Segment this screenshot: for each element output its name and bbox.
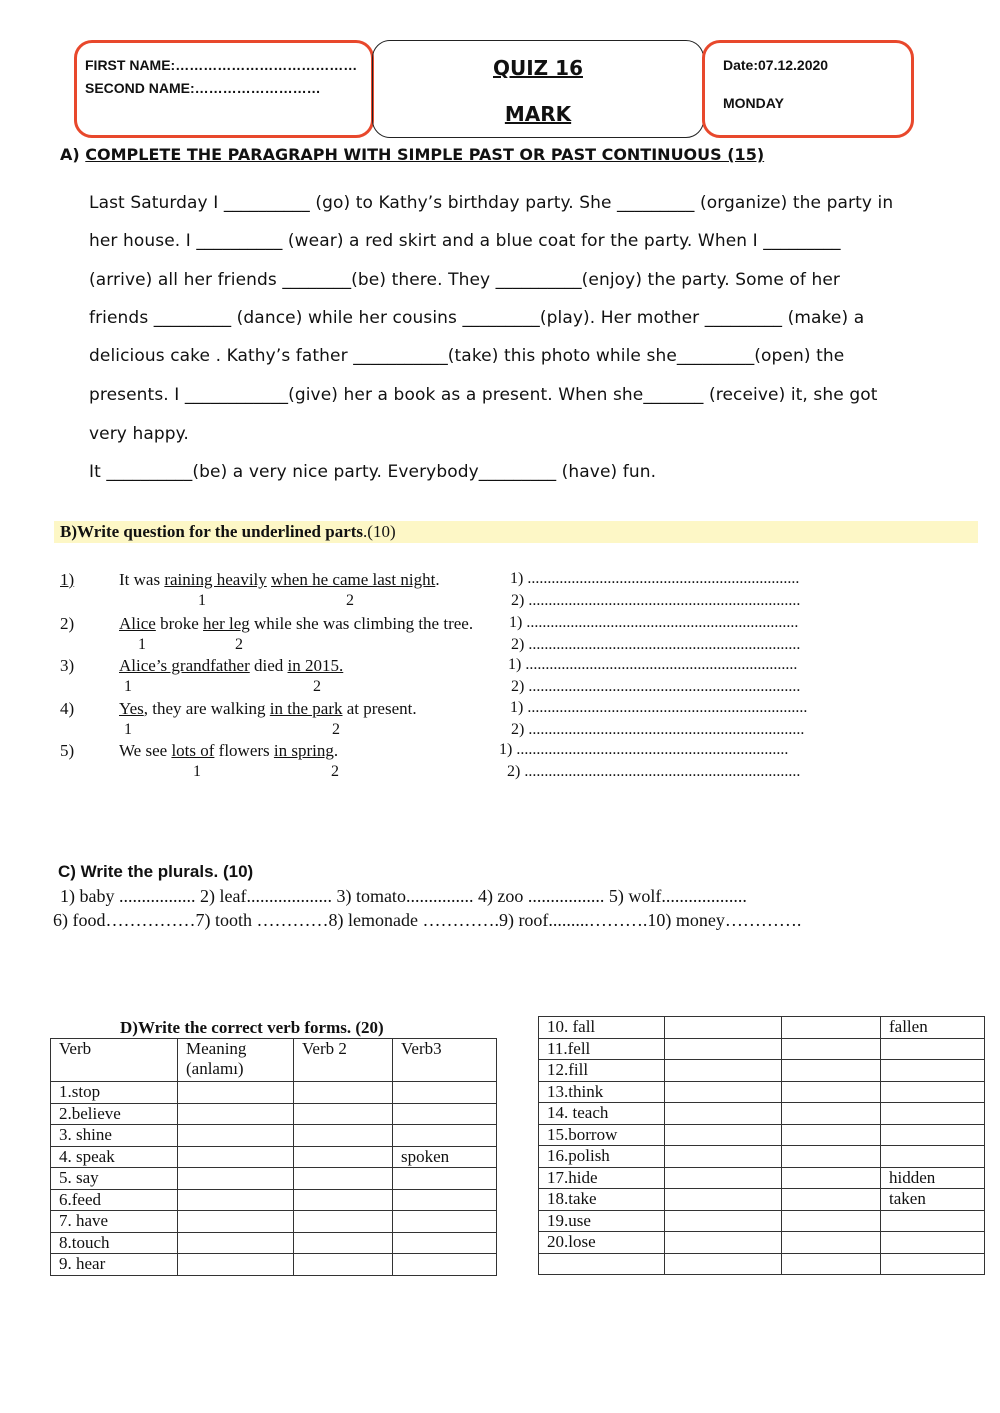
answer-cell[interactable] — [178, 1211, 294, 1233]
answer-line-2[interactable]: 2) ..................................................................... — [507, 763, 801, 780]
underlined-part-1: Yes — [119, 699, 144, 718]
answer-cell[interactable] — [393, 1168, 497, 1190]
answer-cell[interactable] — [881, 1060, 985, 1082]
answer-cell[interactable] — [881, 1038, 985, 1060]
sentence-part: at present. — [342, 699, 417, 718]
question-number: 2) — [60, 614, 75, 633]
answer-cell[interactable] — [782, 1060, 881, 1082]
table-row — [51, 1082, 497, 1104]
section-b-points: .(10) — [363, 522, 396, 541]
underlined-part-2: when he came last night — [271, 570, 436, 589]
part-index: 1 — [198, 592, 206, 609]
question-number: 3) — [60, 656, 75, 675]
answer-cell[interactable] — [294, 1125, 393, 1147]
table-row — [539, 1081, 985, 1103]
table-header-cell: Verb 2 — [294, 1039, 393, 1082]
answer-cell[interactable] — [782, 1189, 881, 1211]
section-a-heading: COMPLETE THE PARAGRAPH WITH SIMPLE PAST OR PAST CONTINUOUS (15) — [85, 145, 765, 164]
verb-cell: 19.use — [539, 1210, 665, 1232]
answer-line-1[interactable]: 1) .................................................................... — [499, 741, 789, 758]
section-b-title — [60, 522, 396, 542]
answer-cell[interactable] — [393, 1103, 497, 1125]
answer-cell[interactable] — [294, 1211, 393, 1233]
part-index: 2 — [331, 763, 339, 780]
sentence-part: died — [249, 656, 288, 675]
answer-cell[interactable] — [782, 1210, 881, 1232]
plurals-line-1: 1) baby ................. 2) leaf................... 3) tomato............... 4) zoo ................. 5) wolf................... — [60, 886, 747, 906]
answer-cell[interactable] — [294, 1189, 393, 1211]
table-row — [51, 1211, 497, 1233]
answer-cell[interactable] — [782, 1167, 881, 1189]
answer-cell[interactable] — [294, 1146, 393, 1168]
question-number: 5) — [60, 741, 75, 760]
answer-cell[interactable]: fallen — [881, 1017, 985, 1039]
answer-cell[interactable]: spoken — [393, 1146, 497, 1168]
question-number: 4) — [60, 699, 75, 718]
plurals-line-2: 6) food……………7) tooth …………8) lemonade ………….9) roof.........……….10) money…………. — [53, 910, 802, 930]
part-index: 2 — [346, 592, 354, 609]
underlined-part-2: in 2015. — [287, 656, 344, 675]
verb-cell: 9. hear — [51, 1254, 178, 1276]
answer-cell[interactable]: hidden — [881, 1167, 985, 1189]
answer-line-2[interactable]: 2) .................................................................... — [511, 592, 801, 609]
part-index: 1 — [124, 721, 132, 738]
answer-line-2[interactable]: 2) .................................................................... — [511, 636, 801, 653]
verb-cell: 15.borrow — [539, 1124, 665, 1146]
verb-cell: 2.believe — [51, 1103, 178, 1125]
table-row — [51, 1103, 497, 1125]
verb-cell: 20.lose — [539, 1232, 665, 1254]
part-index: 2 — [313, 678, 321, 695]
verb-table-left — [50, 1038, 497, 1276]
answer-cell[interactable] — [665, 1232, 782, 1254]
verb-cell: 13.think — [539, 1081, 665, 1103]
section-a-letter: A) — [60, 145, 80, 164]
answer-cell[interactable] — [294, 1103, 393, 1125]
table-row — [539, 1189, 985, 1211]
answer-cell[interactable] — [881, 1210, 985, 1232]
answer-cell[interactable] — [178, 1189, 294, 1211]
name-box — [74, 40, 374, 138]
verb-cell: 11.fell — [539, 1038, 665, 1060]
second-name-field[interactable]: SECOND NAME:……………………… — [85, 80, 321, 96]
verb-cell: 7. have — [51, 1211, 178, 1233]
verb-cell: 10. fall — [539, 1017, 665, 1039]
answer-cell[interactable] — [393, 1189, 497, 1211]
table-row — [51, 1146, 497, 1168]
answer-cell[interactable] — [294, 1254, 393, 1276]
table-row — [539, 1210, 985, 1232]
paragraph-line: It __________(be) a very nice party. Everybody_________ (have) fun. — [89, 462, 657, 482]
verb-cell: 4. speak — [51, 1146, 178, 1168]
verb-table-right — [538, 1016, 985, 1275]
sentence-part: broke — [155, 614, 204, 633]
paragraph-line: delicious cake . Kathy’s father ___________(take) this photo while she_________(open) the — [89, 346, 845, 366]
answer-cell[interactable] — [178, 1103, 294, 1125]
answer-cell[interactable] — [665, 1146, 782, 1168]
answer-cell[interactable] — [782, 1081, 881, 1103]
sentence-part: while she was climbing the tree. — [249, 614, 474, 633]
sentence-part: . — [333, 741, 339, 760]
answer-cell[interactable] — [665, 1253, 782, 1275]
table-row — [539, 1038, 985, 1060]
answer-cell[interactable] — [393, 1232, 497, 1254]
question-sentence — [119, 741, 338, 761]
answer-cell[interactable] — [782, 1017, 881, 1039]
table-header-row — [51, 1039, 497, 1082]
answer-cell[interactable] — [178, 1232, 294, 1254]
part-index: 2 — [332, 721, 340, 738]
quiz-box — [372, 40, 704, 138]
answer-cell[interactable] — [881, 1232, 985, 1254]
answer-cell[interactable]: taken — [881, 1189, 985, 1211]
underlined-part-1: lots of — [171, 741, 215, 760]
part-index: 2 — [235, 636, 243, 653]
underlined-part-2: her leg — [203, 614, 250, 633]
paragraph-line: Last Saturday I __________ (go) to Kathy’s birthday party. She _________ (organize) the party in — [89, 193, 894, 213]
sentence-part: We see — [119, 741, 172, 760]
paragraph-line: (arrive) all her friends ________(be) there. They __________(enjoy) the party. Some of her — [89, 270, 840, 290]
answer-cell[interactable] — [665, 1189, 782, 1211]
section-d-title: D)Write the correct verb forms. (20) — [120, 1018, 384, 1037]
answer-cell[interactable] — [782, 1253, 881, 1275]
answer-cell[interactable] — [665, 1103, 782, 1125]
date-text: Date:07.12.2020 — [723, 57, 829, 73]
answer-cell[interactable] — [881, 1146, 985, 1168]
verb-cell: 18.take — [539, 1189, 665, 1211]
answer-line-1[interactable]: 1) .................................................................... — [510, 570, 800, 587]
answer-cell[interactable] — [782, 1038, 881, 1060]
verb-cell: 3. shine — [51, 1125, 178, 1147]
sentence-part: . — [435, 570, 440, 589]
section-a-title — [60, 145, 764, 164]
verb-cell: 8.touch — [51, 1232, 178, 1254]
question-number: 1) — [60, 570, 75, 589]
part-index: 1 — [193, 763, 201, 780]
first-name-field[interactable]: FIRST NAME:………………………………… — [85, 57, 358, 73]
answer-line-1[interactable]: 1) .................................................................... — [508, 656, 798, 673]
sentence-part: , they are walking — [143, 699, 270, 718]
table-row — [539, 1103, 985, 1125]
underlined-part-2: in spring — [273, 741, 334, 760]
answer-line-2[interactable]: 2) ..................................................................... — [511, 721, 805, 738]
underlined-part-1: Alice’s grandfather — [119, 656, 250, 675]
sentence-part: It was — [119, 570, 165, 589]
answer-cell[interactable] — [393, 1211, 497, 1233]
part-index: 1 — [124, 678, 132, 695]
paragraph-line: her house. I __________ (wear) a red skirt and a blue coat for the party. When I _________ — [89, 231, 841, 251]
answer-cell[interactable] — [782, 1146, 881, 1168]
table-row — [539, 1017, 985, 1039]
verb-cell: 17.hide — [539, 1167, 665, 1189]
quiz-title: QUIZ 16 — [493, 56, 583, 80]
answer-cell[interactable] — [178, 1146, 294, 1168]
verb-cell: 6.feed — [51, 1189, 178, 1211]
table-row — [539, 1124, 985, 1146]
answer-cell[interactable] — [393, 1125, 497, 1147]
answer-cell[interactable] — [665, 1060, 782, 1082]
table-row — [539, 1167, 985, 1189]
mark-label: MARK — [504, 102, 572, 126]
table-header-cell: Verb3 — [393, 1039, 497, 1082]
answer-cell[interactable] — [881, 1081, 985, 1103]
answer-cell[interactable] — [294, 1232, 393, 1254]
answer-cell[interactable] — [665, 1210, 782, 1232]
table-header-cell: Verb — [51, 1039, 178, 1082]
question-sentence — [119, 614, 473, 634]
answer-cell[interactable] — [782, 1232, 881, 1254]
table-row — [539, 1146, 985, 1168]
answer-cell[interactable] — [665, 1038, 782, 1060]
answer-cell[interactable] — [881, 1253, 985, 1275]
underlined-part-1: Alice — [119, 614, 156, 633]
section-b-heading: B)Write question for the underlined parts — [60, 522, 364, 541]
question-sentence — [119, 656, 343, 676]
answer-cell[interactable] — [178, 1168, 294, 1190]
answer-cell[interactable] — [393, 1082, 497, 1104]
table-row — [539, 1060, 985, 1082]
answer-cell[interactable] — [665, 1124, 782, 1146]
table-row — [51, 1168, 497, 1190]
question-sentence — [119, 699, 417, 719]
answer-line-2[interactable]: 2) .................................................................... — [511, 678, 801, 695]
answer-cell[interactable] — [782, 1103, 881, 1125]
table-row — [539, 1232, 985, 1254]
answer-cell[interactable] — [393, 1254, 497, 1276]
paragraph-line: presents. I ____________(give) her a book as a present. When she_______ (receive) it, she got — [89, 385, 878, 405]
answer-cell[interactable] — [178, 1254, 294, 1276]
part-index: 1 — [138, 636, 146, 653]
verb-cell — [539, 1253, 665, 1275]
section-c-title: C) Write the plurals. (10) — [58, 862, 254, 881]
answer-cell[interactable] — [294, 1168, 393, 1190]
question-sentence — [119, 570, 440, 590]
answer-cell[interactable] — [782, 1124, 881, 1146]
answer-cell[interactable] — [881, 1124, 985, 1146]
answer-cell[interactable] — [294, 1082, 393, 1104]
sentence-part: flowers — [214, 741, 274, 760]
verb-cell: 5. say — [51, 1168, 178, 1190]
table-row — [51, 1189, 497, 1211]
answer-cell[interactable] — [665, 1081, 782, 1103]
verb-cell: 16.polish — [539, 1146, 665, 1168]
table-row — [51, 1254, 497, 1276]
answer-line-1[interactable]: 1) ...................................................................... — [510, 699, 808, 716]
answer-cell[interactable] — [665, 1017, 782, 1039]
table-row — [539, 1253, 985, 1275]
verb-cell: 14. teach — [539, 1103, 665, 1125]
paragraph-line: friends _________ (dance) while her cousins _________(play). Her mother _________ (make) a — [89, 308, 865, 328]
answer-cell[interactable] — [178, 1125, 294, 1147]
day-text: MONDAY — [723, 95, 784, 111]
verb-cell: 1.stop — [51, 1082, 178, 1104]
answer-line-1[interactable]: 1) .................................................................... — [509, 614, 799, 631]
date-box — [702, 40, 914, 138]
verb-cell: 12.fill — [539, 1060, 665, 1082]
table-row — [51, 1125, 497, 1147]
paragraph-line: very happy. — [89, 424, 189, 444]
underlined-part-1: raining heavily — [164, 570, 267, 589]
underlined-part-2: in the park — [269, 699, 343, 718]
table-header-cell: Meaning (anlamı) — [178, 1039, 294, 1082]
answer-cell[interactable] — [881, 1103, 985, 1125]
answer-cell[interactable] — [178, 1082, 294, 1104]
table-row — [51, 1232, 497, 1254]
answer-cell[interactable] — [665, 1167, 782, 1189]
